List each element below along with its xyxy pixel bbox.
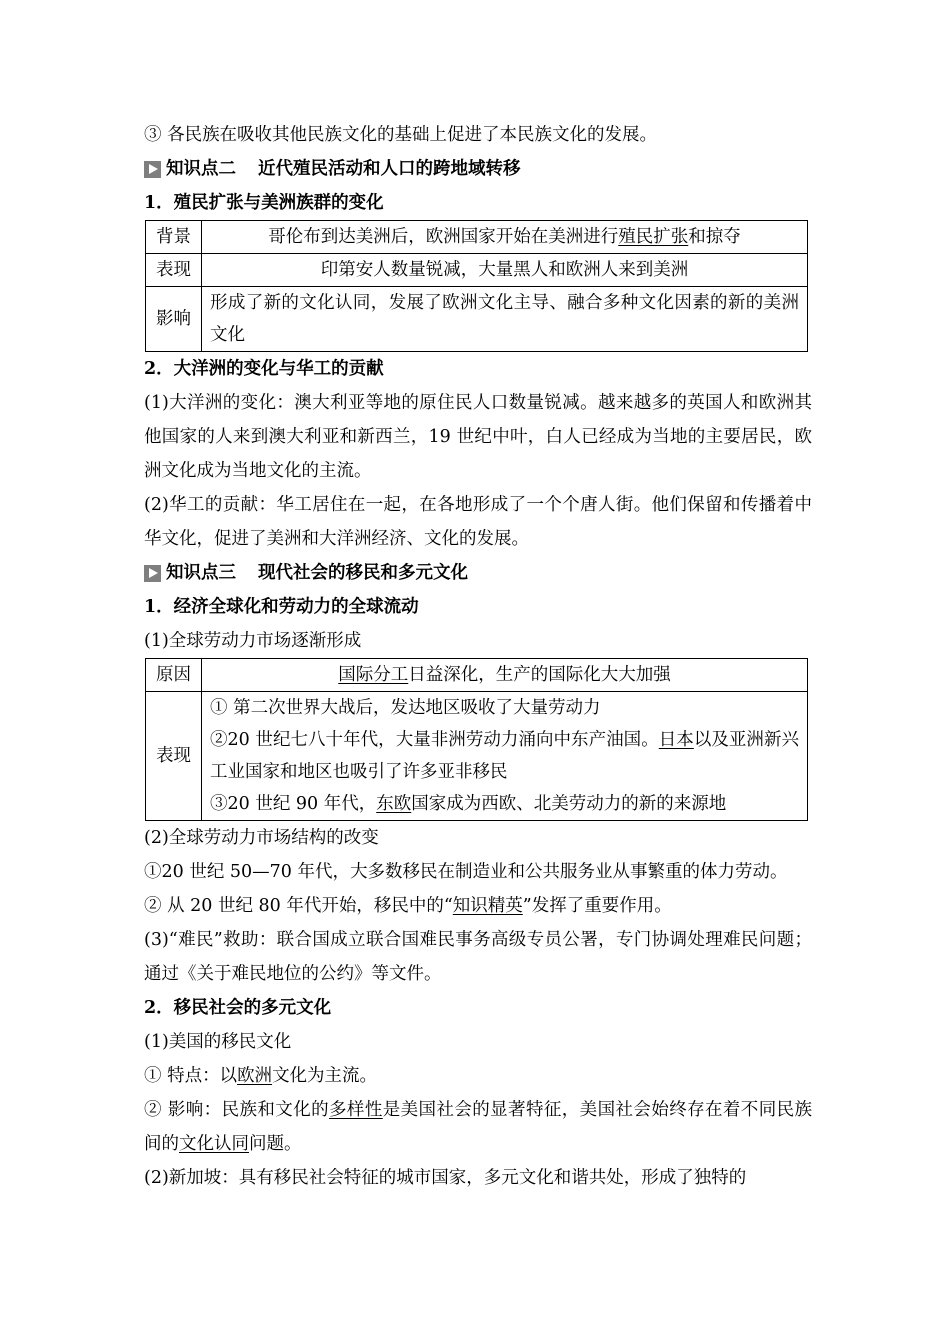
underlined-term: 日本 <box>658 730 694 750</box>
table-row <box>146 287 808 352</box>
underlined-term: 国际分工 <box>338 665 409 685</box>
underlined-term: 多样性 <box>329 1100 383 1120</box>
paragraph: ③ 各民族在吸收其他民族文化的基础上促进了本民族文化的发展。 <box>144 125 658 145</box>
table-key: 原因 <box>146 659 202 692</box>
paragraph: (1)全球劳动力市场逐渐形成 <box>144 631 362 651</box>
underlined-term: 殖民扩张 <box>618 227 689 247</box>
subheading: 1．经济全球化和劳动力的全球流动 <box>144 597 419 617</box>
table-key: 表现 <box>146 692 202 821</box>
table-cell: 国际分工日益深化，生产的国际化大大加强 <box>202 659 808 692</box>
list-item: ③20 世纪 90 年代，东欧国家成为西欧、北美劳动力的新的来源地 <box>210 794 727 814</box>
table-cell <box>202 692 808 821</box>
play-triangle-icon <box>144 161 161 178</box>
table-cell: 印第安人数量锐减，大量黑人和欧洲人来到美洲 <box>202 254 808 287</box>
paragraph: (2)华工的贡献：华工居住在一起，在各地形成了一个个唐人街。他们保留和传播着中华文化，促进了美洲和大洋洲经济、文化的发展。 <box>144 495 812 549</box>
underlined-term: 东欧 <box>376 794 412 814</box>
table-row <box>146 659 808 692</box>
table-key: 影响 <box>146 287 202 352</box>
list-item: ②20 世纪七八十年代，大量非洲劳动力涌向中东产油国。日本以及亚洲新兴工业国家和地区也吸引了许多亚非移民 <box>210 730 799 782</box>
section-title: 现代社会的移民和多元文化 <box>258 563 468 583</box>
paragraph: (2)全球劳动力市场结构的改变 <box>144 828 379 848</box>
paragraph: (1)大洋洲的变化：澳大利亚等地的原住民人口数量锐减。越来越多的英国人和欧洲其他国家的人来到澳大利亚和新西兰，19 世纪中叶，白人已经成为当地的主要居民，欧洲文化成为当地文化的主流。 <box>144 393 812 481</box>
table-row <box>146 254 808 287</box>
underlined-term: 知识精英 <box>452 896 523 916</box>
labor-table <box>145 658 808 821</box>
list-item: ① 第二次世界大战后，发达地区吸收了大量劳动力 <box>210 698 601 718</box>
section-label: 知识点三 <box>166 563 236 583</box>
paragraph: ② 影响：民族和文化的多样性是美国社会的显著特征，美国社会始终存在着不同民族间的文化认同问题。 <box>144 1100 813 1154</box>
subheading: 1．殖民扩张与美洲族群的变化 <box>144 193 384 213</box>
play-triangle-icon <box>144 565 161 582</box>
table-row <box>146 692 808 821</box>
subheading: 2．大洋洲的变化与华工的贡献 <box>144 359 384 379</box>
table-key: 表现 <box>146 254 202 287</box>
paragraph: (3)“难民”救助：联合国成立联合国难民事务高级专员公署，专门协调处理难民问题；通过《关于难民地位的公约》等文件。 <box>144 930 812 984</box>
section-heading <box>144 152 812 186</box>
colonial-table <box>145 220 808 352</box>
underlined-term: 欧洲 <box>237 1066 273 1086</box>
paragraph: ① 特点：以欧洲文化为主流。 <box>144 1066 378 1086</box>
paragraph: ①20 世纪 50—70 年代，大多数移民在制造业和公共服务业从事繁重的体力劳动。 <box>144 862 788 882</box>
paragraph: (2)新加坡：具有移民社会特征的城市国家，多元文化和谐共处，形成了独特的 <box>144 1168 747 1188</box>
section-title: 近代殖民活动和人口的跨地域转移 <box>258 159 521 179</box>
section-label: 知识点二 <box>166 159 236 179</box>
table-key: 背景 <box>146 221 202 254</box>
table-cell: 形成了新的文化认同，发展了欧洲文化主导、融合多种文化因素的新的美洲文化 <box>202 287 808 352</box>
underlined-term: 文化认同 <box>179 1134 249 1154</box>
paragraph: ② 从 20 世纪 80 年代开始，移民中的“知识精英”发挥了重要作用。 <box>144 896 672 916</box>
table-cell: 哥伦布到达美洲后，欧洲国家开始在美洲进行殖民扩张和掠夺 <box>202 221 808 254</box>
subheading: 2．移民社会的多元文化 <box>144 998 332 1018</box>
section-heading <box>144 556 812 590</box>
paragraph: (1)美国的移民文化 <box>144 1032 292 1052</box>
table-row <box>146 221 808 254</box>
document-page <box>144 118 812 1195</box>
